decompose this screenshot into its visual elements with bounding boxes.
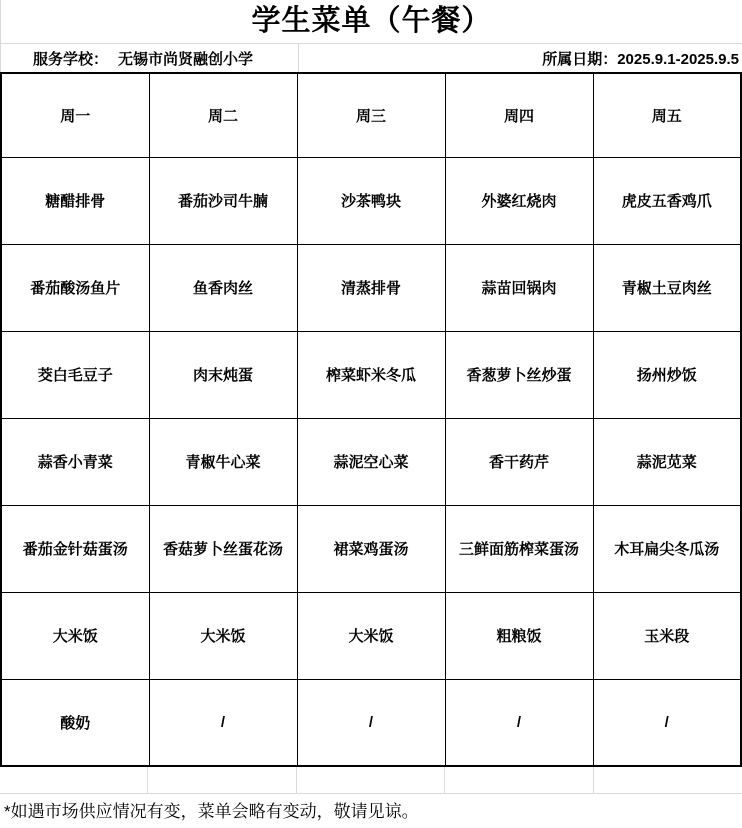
menu-cell: 酸奶 (1, 679, 149, 766)
menu-cell: 粗粮饭 (445, 592, 593, 679)
spreadsheet-gridline-strip (0, 767, 742, 794)
menu-table (0, 72, 742, 767)
menu-row-extra (1, 679, 741, 766)
menu-cell: 清蒸排骨 (297, 244, 445, 331)
menu-row-meat-2 (1, 244, 741, 331)
footnote-text: *如遇市场供应情况有变，菜单会略有变动，敬请见谅。 (4, 802, 419, 821)
menu-cell: 蒜苗回锅肉 (445, 244, 593, 331)
day-header-row (1, 73, 741, 157)
menu-cell: 三鲜面筋榨菜蛋汤 (445, 505, 593, 592)
menu-cell: 蒜泥空心菜 (297, 418, 445, 505)
day-header-cell: 周五 (593, 73, 741, 157)
menu-cell: / (593, 679, 741, 766)
day-header-cell: 周四 (445, 73, 593, 157)
day-header-cell: 周三 (297, 73, 445, 157)
menu-cell: 玉米段 (593, 592, 741, 679)
menu-cell: 鱼香肉丝 (149, 244, 297, 331)
info-band (0, 44, 742, 72)
menu-cell: 外婆红烧肉 (445, 157, 593, 244)
menu-cell: / (149, 679, 297, 766)
menu-cell: 青椒牛心菜 (149, 418, 297, 505)
menu-cell: 肉末炖蛋 (149, 331, 297, 418)
date-info (542, 48, 742, 69)
menu-cell: 沙茶鸭块 (297, 157, 445, 244)
menu-cell: 扬州炒饭 (593, 331, 741, 418)
title-band (0, 0, 742, 44)
school-name: 无锡市尚贤融创小学 (118, 50, 254, 68)
menu-cell: 香葱萝卜丝炒蛋 (445, 331, 593, 418)
menu-row-staple (1, 592, 741, 679)
menu-cell: 裙菜鸡蛋汤 (297, 505, 445, 592)
menu-row-soup (1, 505, 741, 592)
page-title: 学生菜单（午餐） (251, 5, 492, 37)
day-header-cell: 周二 (149, 73, 297, 157)
menu-cell: 蒜泥苋菜 (593, 418, 741, 505)
footnote-band (0, 794, 742, 825)
menu-cell: 番茄金针菇蛋汤 (1, 505, 149, 592)
menu-cell: / (445, 679, 593, 766)
menu-cell: 木耳扁尖冬瓜汤 (593, 505, 741, 592)
day-header-cell: 周一 (1, 73, 149, 157)
menu-cell: 榨菜虾米冬瓜 (297, 331, 445, 418)
menu-cell: 大米饭 (1, 592, 149, 679)
menu-cell: 青椒土豆肉丝 (593, 244, 741, 331)
menu-cell: / (297, 679, 445, 766)
date-value: 2025.9.1-2025.9.5 (617, 50, 739, 68)
menu-cell: 番茄沙司牛腩 (149, 157, 297, 244)
menu-cell: 香干药芹 (445, 418, 593, 505)
info-cell-divider (298, 44, 299, 72)
school-info (1, 48, 253, 69)
empty-grid-cell (0, 767, 148, 794)
menu-row-half-meat (1, 331, 741, 418)
menu-cell: 香菇萝卜丝蛋花汤 (149, 505, 297, 592)
menu-cell: 蒜香小青菜 (1, 418, 149, 505)
menu-cell: 茭白毛豆子 (1, 331, 149, 418)
date-label: 所属日期： (542, 50, 618, 68)
menu-cell: 大米饭 (149, 592, 297, 679)
menu-row-meat-1 (1, 157, 741, 244)
menu-row-vegetable (1, 418, 741, 505)
empty-grid-cell (445, 767, 593, 794)
menu-cell: 番茄酸汤鱼片 (1, 244, 149, 331)
empty-grid-cell (594, 767, 742, 794)
menu-cell: 糖醋排骨 (1, 157, 149, 244)
menu-cell: 虎皮五香鸡爪 (593, 157, 741, 244)
school-label: 服务学校： (33, 50, 109, 68)
empty-grid-cell (148, 767, 296, 794)
empty-grid-cell (297, 767, 445, 794)
menu-cell: 大米饭 (297, 592, 445, 679)
